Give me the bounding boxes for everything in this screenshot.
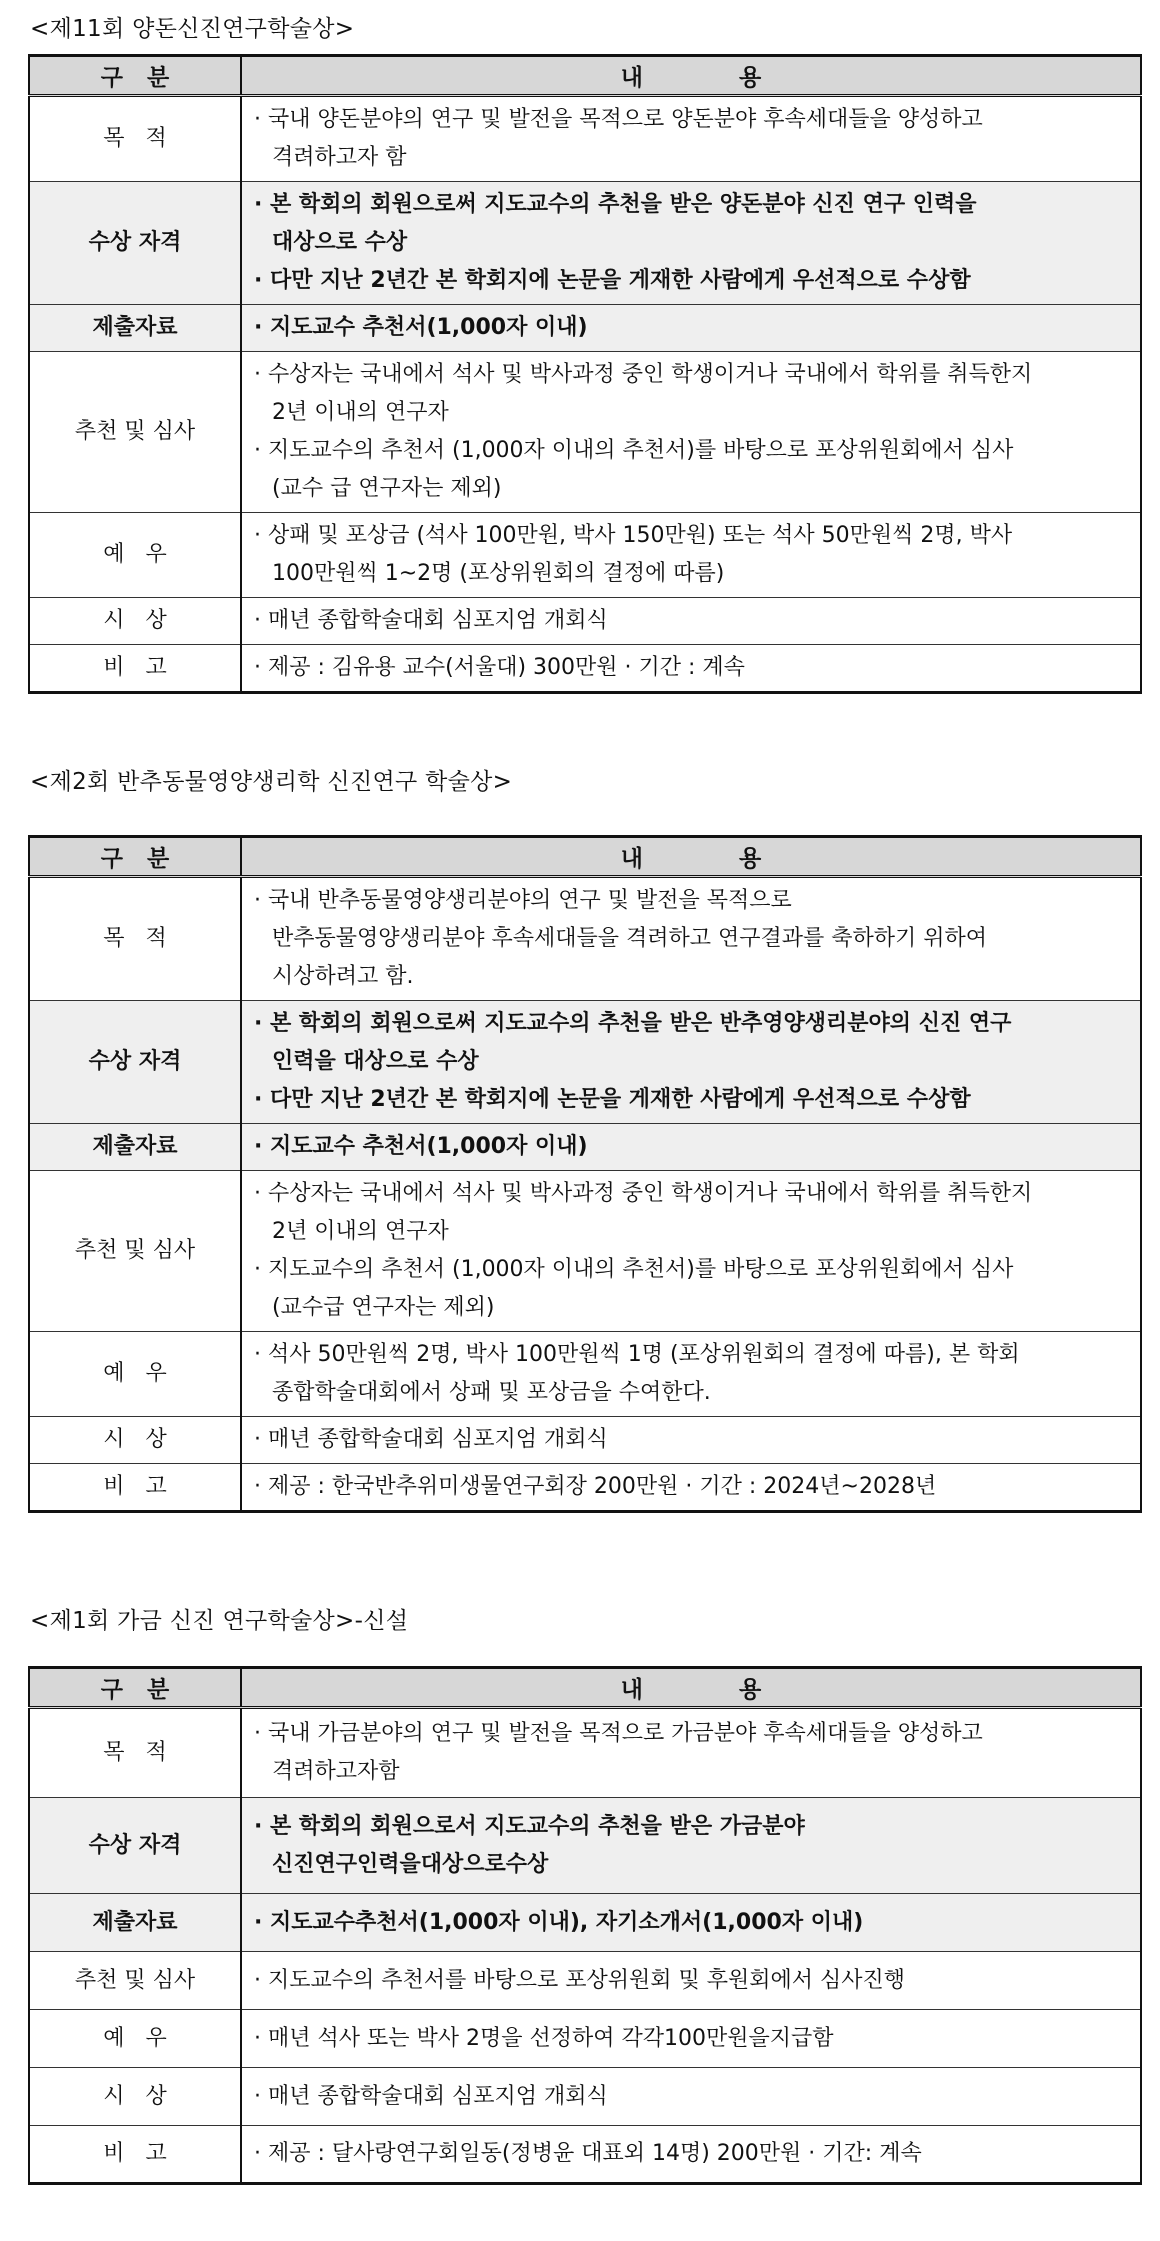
content-line: (교수급 연구자는 제외) — [272, 1295, 495, 1320]
content-line: · 수상자는 국내에서 석사 및 박사과정 중인 학생이거나 국내에서 학위를 취득한지 — [254, 362, 1033, 387]
content-line: · 다만 지난 2년간 본 학회지에 논문을 게재한 사람에게 우선적으로 수상함 — [254, 1087, 971, 1112]
row-label: 시 상 — [29, 2068, 241, 2126]
row-label: 수상 자격 — [29, 1001, 241, 1124]
row-label: 비 고 — [29, 645, 241, 693]
content-line: 종합학술대회에서 상패 및 포상금을 수여한다. — [272, 1380, 711, 1405]
row-label: 비 고 — [29, 2126, 241, 2184]
row-label: 목 적 — [29, 96, 241, 182]
row-content — [241, 1417, 1141, 1464]
content-line: 100만원씩 1~2명 (포상위원회의 결정에 따름) — [272, 561, 725, 586]
row-label: 추천 및 심사 — [29, 1952, 241, 2010]
row-benefits — [29, 2010, 1141, 2068]
content-line: · 지도교수의 추천서 (1,000자 이내의 추천서)를 바탕으로 포상위원회에서 심사 — [254, 1257, 1014, 1282]
content-line: · 수상자는 국내에서 석사 및 박사과정 중인 학생이거나 국내에서 학위를 취득한지 — [254, 1181, 1033, 1206]
content-line: · 다만 지난 2년간 본 학회지에 논문을 게재한 사람에게 우선적으로 수상함 — [254, 268, 971, 293]
row-eligibility — [29, 182, 1141, 305]
header-content: 내 용 — [241, 1668, 1141, 1708]
row-content — [241, 2068, 1141, 2126]
row-benefits — [29, 513, 1141, 598]
row-label: 시 상 — [29, 1417, 241, 1464]
row-label: 제출자료 — [29, 1124, 241, 1171]
content-line: · 국내 가금분야의 연구 및 발전을 목적으로 가금분야 후속세대들을 양성하고 — [254, 1721, 983, 1746]
row-label: 추천 및 심사 — [29, 352, 241, 513]
content-line: (교수 급 연구자는 제외) — [272, 476, 502, 501]
row-review — [29, 1171, 1141, 1332]
content-line: 격려하고자 함 — [272, 145, 407, 170]
row-label: 제출자료 — [29, 305, 241, 352]
content-line: · 매년 석사 또는 박사 2명을 선정하여 각각100만원을지급함 — [254, 2025, 834, 2051]
row-label: 수상 자격 — [29, 1798, 241, 1894]
content-line: 대상으로 수상 — [272, 230, 408, 255]
row-content — [241, 1798, 1141, 1894]
row-content — [241, 877, 1141, 1001]
row-remarks — [29, 1464, 1141, 1512]
row-content — [241, 598, 1141, 645]
row-remarks — [29, 645, 1141, 693]
row-content — [241, 96, 1141, 182]
row-content — [241, 2126, 1141, 2184]
content-line: · 지도교수의 추천서 (1,000자 이내의 추천서)를 바탕으로 포상위원회에서 심사 — [254, 438, 1014, 463]
row-documents — [29, 1894, 1141, 1952]
content-line: · 제공 : 김유용 교수(서울대) 300만원 · 기간 : 계속 — [254, 655, 745, 680]
row-label: 수상 자격 — [29, 182, 241, 305]
row-review — [29, 352, 1141, 513]
content-line: 2년 이내의 연구자 — [272, 400, 449, 425]
header-category: 구 분 — [29, 837, 241, 877]
row-ceremony — [29, 1417, 1141, 1464]
content-line: 시상하려고 함. — [272, 964, 414, 989]
section-title: <제11회 양돈신진연구학술상> — [30, 16, 355, 42]
row-content — [241, 1952, 1141, 2010]
row-label: 비 고 — [29, 1464, 241, 1512]
row-content — [241, 1464, 1141, 1512]
row-ceremony — [29, 598, 1141, 645]
row-content — [241, 1001, 1141, 1124]
content-line: · 매년 종합학술대회 심포지엄 개회식 — [254, 608, 608, 633]
row-ceremony — [29, 2068, 1141, 2126]
row-label: 추천 및 심사 — [29, 1171, 241, 1332]
row-eligibility — [29, 1798, 1141, 1894]
header-category: 구 분 — [29, 1668, 241, 1708]
row-content — [241, 1708, 1141, 1798]
table-header-row — [29, 837, 1141, 877]
content-line: 신진연구인력을대상으로수상 — [272, 1851, 549, 1877]
content-line: · 본 학회의 회원으로써 지도교수의 추천을 받은 양돈분야 신진 연구 인력을 — [254, 192, 977, 217]
header-content: 내 용 — [241, 837, 1141, 877]
content-line: 격려하고자함 — [272, 1759, 400, 1784]
row-content — [241, 1332, 1141, 1417]
header-content: 내 용 — [241, 56, 1141, 96]
content-line: · 매년 종합학술대회 심포지엄 개회식 — [254, 2083, 608, 2109]
row-content — [241, 2010, 1141, 2068]
table-header-row — [29, 56, 1141, 96]
content-line: · 석사 50만원씩 2명, 박사 100만원씩 1명 (포상위원회의 결정에 따름), 본 학회 — [254, 1342, 1020, 1367]
content-line: 반추동물영양생리분야 후속세대들을 격려하고 연구결과를 축하하기 위하여 — [272, 926, 988, 951]
section-title: <제2회 반추동물영양생리학 신진연구 학술상> — [30, 769, 513, 795]
row-benefits — [29, 1332, 1141, 1417]
row-label: 예 우 — [29, 513, 241, 598]
content-line: · 지도교수 추천서(1,000자 이내) — [254, 315, 588, 340]
content-line: · 지도교수의 추천서를 바탕으로 포상위원회 및 후원회에서 심사진행 — [254, 1967, 906, 1993]
content-line: · 제공 : 한국반추위미생물연구회장 200만원 · 기간 : 2024년~2028년 — [254, 1474, 937, 1499]
award-table — [28, 835, 1142, 1513]
row-purpose — [29, 96, 1141, 182]
row-label: 목 적 — [29, 1708, 241, 1798]
row-eligibility — [29, 1001, 1141, 1124]
row-label: 시 상 — [29, 598, 241, 645]
row-label: 예 우 — [29, 1332, 241, 1417]
row-content — [241, 182, 1141, 305]
table-header-row — [29, 1668, 1141, 1708]
row-documents — [29, 1124, 1141, 1171]
row-content — [241, 1894, 1141, 1952]
row-content — [241, 513, 1141, 598]
row-content — [241, 1124, 1141, 1171]
row-content — [241, 305, 1141, 352]
content-line: · 상패 및 포상금 (석사 100만원, 박사 150만원) 또는 석사 50만원씩 2명, 박사 — [254, 523, 1013, 548]
row-content — [241, 1171, 1141, 1332]
row-documents — [29, 305, 1141, 352]
content-line: · 매년 종합학술대회 심포지엄 개회식 — [254, 1427, 608, 1452]
row-label: 제출자료 — [29, 1894, 241, 1952]
section-title: <제1회 가금 신진 연구학술상>-신설 — [30, 1608, 409, 1634]
content-line: · 본 학회의 회원으로서 지도교수의 추천을 받은 가금분야 — [254, 1813, 805, 1839]
row-content — [241, 352, 1141, 513]
row-purpose — [29, 1708, 1141, 1798]
award-table — [28, 1666, 1142, 2185]
content-line: · 제공 : 달사랑연구회일동(정병윤 대표외 14명) 200만원 · 기간: 계속 — [254, 2141, 922, 2166]
content-line: · 지도교수 추천서(1,000자 이내) — [254, 1134, 588, 1159]
content-line: · 국내 양돈분야의 연구 및 발전을 목적으로 양돈분야 후속세대들을 양성하고 — [254, 107, 983, 132]
content-line: · 본 학회의 회원으로써 지도교수의 추천을 받은 반추영양생리분야의 신진 연구 — [254, 1011, 1012, 1036]
content-line: · 지도교수추천서(1,000자 이내), 자기소개서(1,000자 이내) — [254, 1909, 864, 1935]
row-remarks — [29, 2126, 1141, 2184]
content-line: 2년 이내의 연구자 — [272, 1219, 449, 1244]
content-line: · 국내 반추동물영양생리분야의 연구 및 발전을 목적으로 — [254, 888, 792, 913]
header-category: 구 분 — [29, 56, 241, 96]
row-content — [241, 645, 1141, 693]
award-table — [28, 54, 1142, 694]
row-label: 목 적 — [29, 877, 241, 1001]
content-line: 인력을 대상으로 수상 — [272, 1049, 479, 1074]
row-label: 예 우 — [29, 2010, 241, 2068]
row-purpose — [29, 877, 1141, 1001]
row-review — [29, 1952, 1141, 2010]
